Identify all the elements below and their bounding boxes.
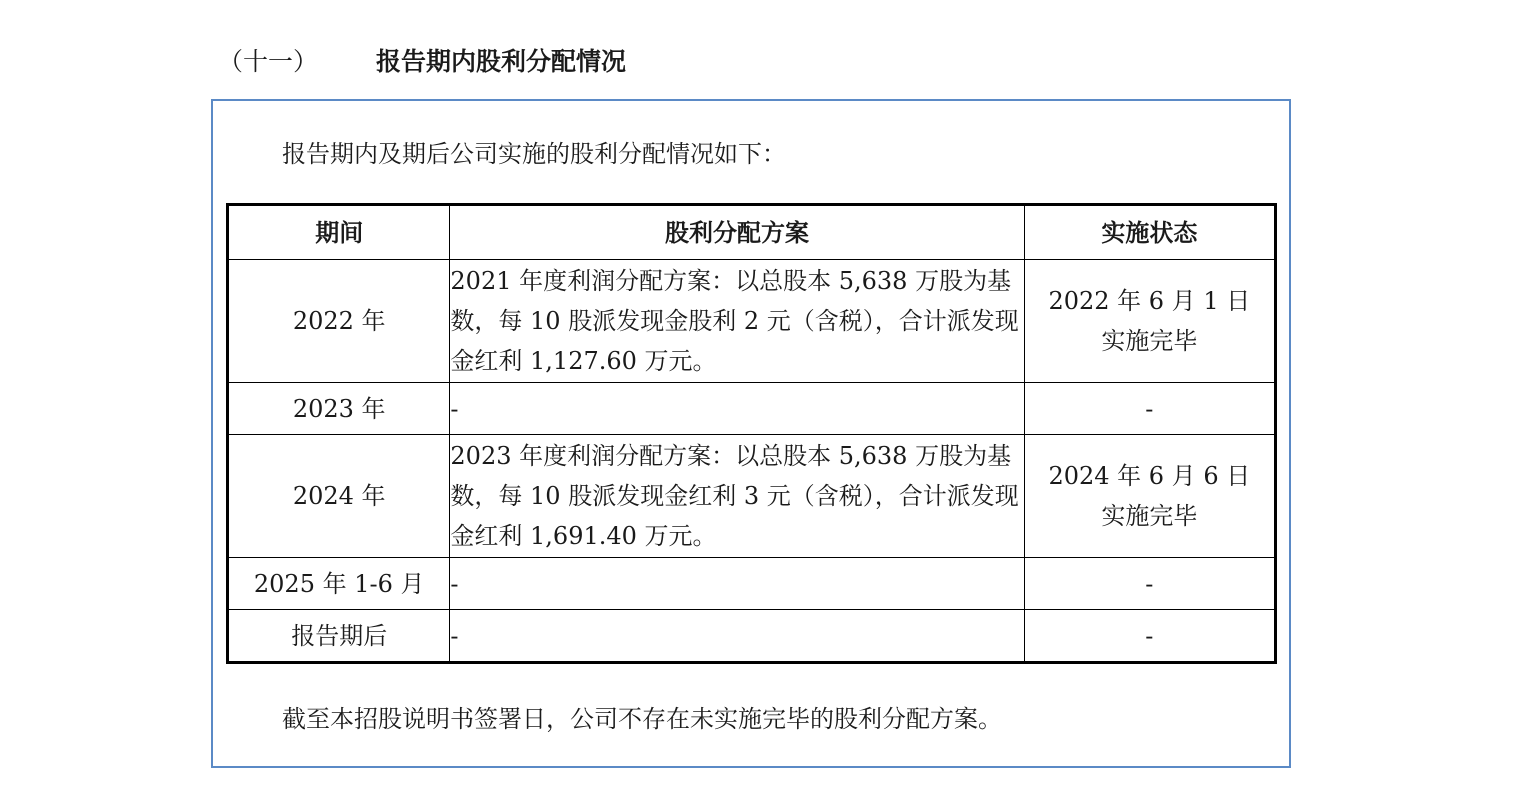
header-status: 实施状态: [1024, 205, 1275, 260]
plan-cell: -: [450, 383, 1024, 435]
status-cell: [1024, 435, 1275, 558]
intro-paragraph: 报告期内及期后公司实施的股利分配情况如下：: [282, 140, 786, 168]
table-row: [228, 435, 1276, 558]
table-row: [228, 610, 1276, 663]
status-date: 2024 年 6 月 6 日: [1048, 462, 1251, 490]
table-row: [228, 383, 1276, 435]
plan-cell: -: [450, 558, 1024, 610]
period-cell: 报告期后: [228, 610, 450, 663]
period-cell: 2025 年 1-6 月: [228, 558, 450, 610]
header-period: 期间: [228, 205, 450, 260]
status-date: 2022 年 6 月 1 日: [1048, 287, 1251, 315]
plan-cell: 2023 年度利润分配方案：以总股本 5,638 万股为基数，每 10 股派发现金红利 3 元（含税），合计派发现金红利 1,691.40 万元。: [450, 435, 1024, 558]
header-plan: 股利分配方案: [450, 205, 1024, 260]
closing-paragraph: 截至本招股说明书签署日，公司不存在未实施完毕的股利分配方案。: [282, 705, 1002, 733]
status-cell: -: [1024, 558, 1275, 610]
period-cell: 2022 年: [228, 260, 450, 383]
section-number: （十一）: [218, 47, 319, 76]
status-text: 实施完毕: [1101, 502, 1198, 530]
section-heading: [218, 42, 626, 78]
period-cell: 2024 年: [228, 435, 450, 558]
table-row: [228, 558, 1276, 610]
status-text: 实施完毕: [1101, 327, 1198, 355]
status-cell: [1024, 260, 1275, 383]
status-cell: -: [1024, 610, 1275, 663]
status-cell: -: [1024, 383, 1275, 435]
plan-cell: -: [450, 610, 1024, 663]
dividend-table: [226, 203, 1277, 664]
table-row: [228, 260, 1276, 383]
table-header-row: [228, 205, 1276, 260]
period-cell: 2023 年: [228, 383, 450, 435]
section-title: 报告期内股利分配情况: [376, 47, 627, 76]
plan-cell: 2021 年度利润分配方案：以总股本 5,638 万股为基数，每 10 股派发现金股利 2 元（含税），合计派发现金红利 1,127.60 万元。: [450, 260, 1024, 383]
